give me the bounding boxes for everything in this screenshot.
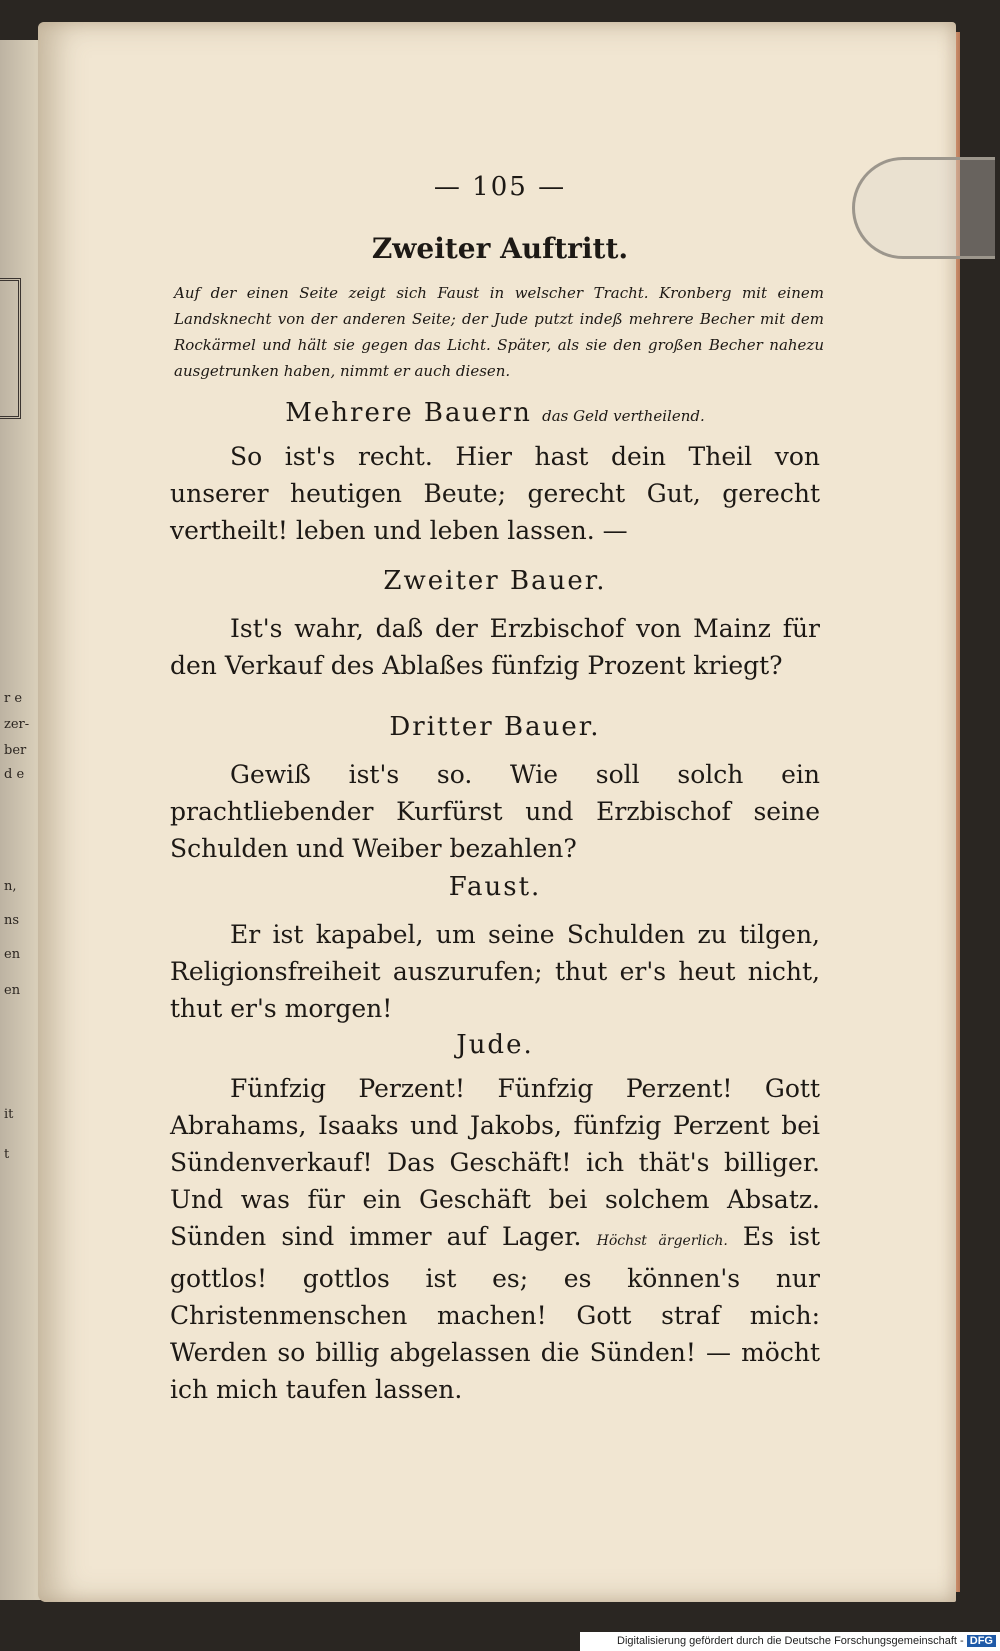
speech-text-part: Fünfzig Perzent! Fünfzig Perzent! Gott Abrahams, Isaaks und Jakobs, fünfzig Perzent bei Sündenverkauf! Das Geschäft! ich thät's billiger. Und was für ein Geschäft bei solchem Absatz. Sünden sind immer auf Lager.: [170, 1074, 820, 1251]
speaker-name: Mehrere Bauern: [285, 398, 532, 428]
speaker-heading: Faust.: [448, 872, 542, 902]
left-fragment: ns: [4, 913, 20, 928]
speech-text-part: Es ist gottlos! gottlos ist es; es können's nur Christenmenschen machen! Gott straf mich: Werden so billig abgelassen die Sünden! — möcht ich mich taufen lassen.: [170, 1222, 820, 1404]
left-fragment: en: [4, 947, 21, 962]
digitization-footer: [580, 1632, 1000, 1651]
left-fragment: t: [4, 1147, 10, 1162]
speech-text: Ist's wahr, daß der Erzbischof von Mainz für den Verkauf des Ablaßes fünfzig Prozent kriegt?: [170, 614, 820, 680]
page-number: — 105 —: [433, 172, 567, 202]
left-fragment: d e: [4, 767, 25, 782]
speech-text: [170, 1070, 820, 1408]
speaker-direction: das Geld vertheilend.: [542, 407, 705, 425]
speaker-heading: [175, 398, 815, 428]
speaker-heading: Dritter Bauer.: [389, 712, 601, 742]
left-fragment: r e: [4, 691, 23, 706]
scene-title: Zweiter Auftritt.: [371, 232, 629, 265]
left-fragment: zer-: [4, 717, 30, 732]
left-fragment: en: [4, 983, 21, 998]
left-fragment: ber: [4, 743, 27, 758]
paper-clip: [852, 157, 995, 259]
left-page-ornament: [0, 278, 21, 419]
left-fragment: n,: [4, 879, 17, 894]
left-fragment: it: [4, 1107, 14, 1122]
speech-text: Er ist kapabel, um seine Schulden zu tilgen, Religionsfreiheit auszurufen; thut er's heut nicht, thut er's morgen!: [170, 920, 820, 1023]
dfg-logo: DFG: [967, 1635, 996, 1647]
speaker-heading: Zweiter Bauer.: [383, 566, 607, 596]
inline-stage-direction: Höchst ärgerlich.: [596, 1233, 728, 1249]
speaker-heading: Jude.: [456, 1030, 534, 1060]
stage-direction: Auf der einen Seite zeigt sich Faust in welscher Tracht. Kronberg mit einem Landsknecht von der anderen Seite; der Jude putzt indeß mehrere Becher mit dem Rockärmel und hält sie gegen das Licht. Später, als sie den großen Becher nahezu ausgetrunken haben, nimmt er auch diesen.: [174, 284, 824, 380]
speech-text: Gewiß ist's so. Wie soll solch ein prachtliebender Kurfürst und Erzbischof seine Schulden und Weiber bezahlen?: [170, 760, 820, 863]
speech-text: So ist's recht. Hier hast dein Theil von unserer heutigen Beute; gerecht Gut, gerecht vertheilt! leben und leben lassen. —: [170, 442, 820, 545]
footer-text: Digitalisierung gefördert durch die Deutsche Forschungsgemeinschaft -: [617, 1635, 964, 1647]
